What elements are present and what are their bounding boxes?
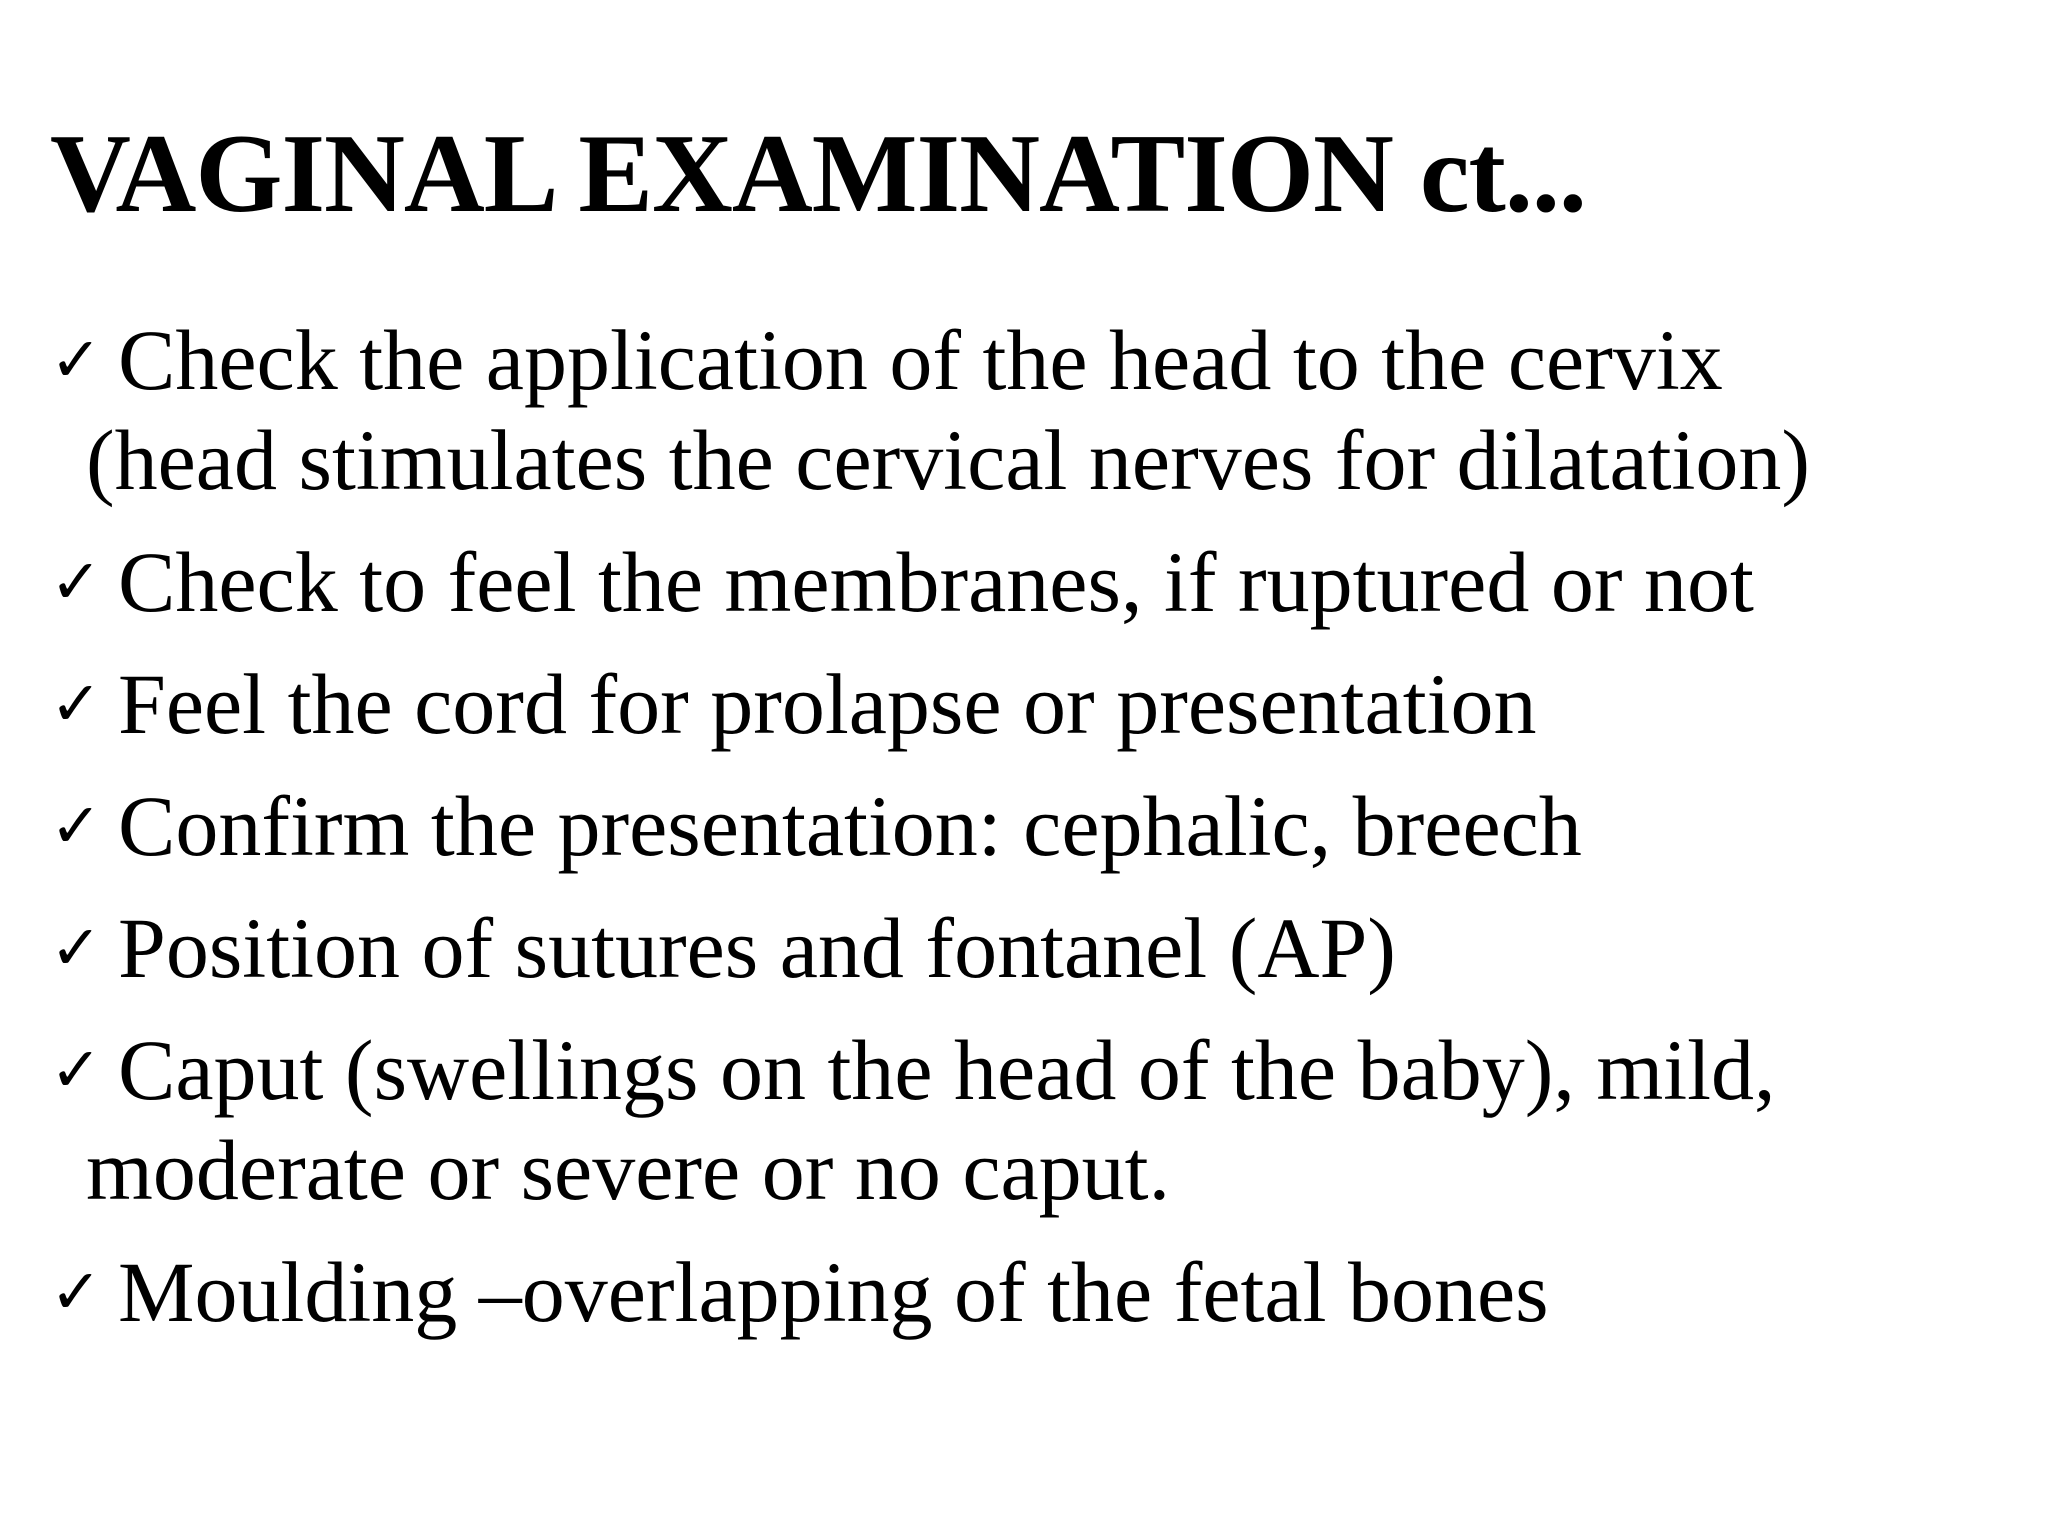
check-icon: ✓ — [50, 1255, 102, 1328]
bullet-line: (head stimulates the cervical nerves for dilatation) — [86, 412, 1811, 508]
list-item — [50, 310, 2010, 510]
bullet-line: Confirm the presentation: cephalic, breech — [118, 778, 1582, 874]
list-item — [50, 1242, 2010, 1342]
check-icon: ✓ — [50, 323, 102, 396]
bullet-line: moderate or severe or no caput. — [86, 1122, 1171, 1218]
bullet-line: Position of sutures and fontanel (AP) — [118, 900, 1396, 996]
list-item — [50, 654, 2010, 754]
check-icon: ✓ — [50, 667, 102, 740]
check-icon: ✓ — [50, 545, 102, 618]
check-icon: ✓ — [50, 1033, 102, 1106]
bullet-line: Check to feel the membranes, if ruptured or not — [118, 534, 1754, 630]
list-item — [50, 898, 2010, 998]
bullet-line: Feel the cord for prolapse or presentation — [118, 656, 1537, 752]
bullet-line: Moulding –overlapping of the fetal bones — [118, 1244, 1549, 1340]
list-item — [50, 532, 2010, 632]
bullet-text — [118, 1242, 1549, 1342]
list-item — [50, 776, 2010, 876]
check-icon: ✓ — [50, 911, 102, 984]
bullet-text — [86, 1020, 1776, 1220]
slide-title: VAGINAL EXAMINATION ct... — [50, 112, 1586, 236]
check-icon: ✓ — [50, 789, 102, 862]
bullet-text — [118, 776, 1582, 876]
bullet-text — [118, 898, 1396, 998]
bullet-list — [50, 310, 2010, 1364]
bullet-text — [118, 654, 1537, 754]
bullet-text — [118, 532, 1754, 632]
bullet-text — [86, 310, 1811, 510]
bullet-line: Check the application of the head to the cervix — [118, 312, 1723, 408]
list-item — [50, 1020, 2010, 1220]
bullet-line: Caput (swellings on the head of the baby), mild, — [118, 1022, 1776, 1118]
